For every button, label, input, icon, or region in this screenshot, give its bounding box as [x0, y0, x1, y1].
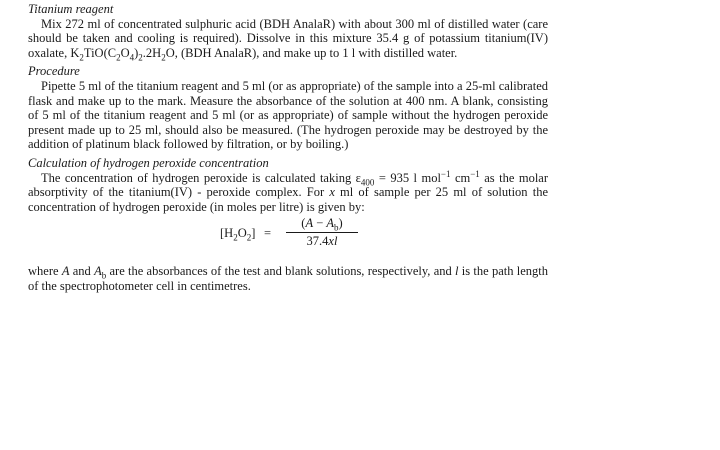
fraction-numerator: $(A - A_b)$: [301, 216, 343, 233]
paragraph-after-equation: where A and $A_b$ are the absorbances of the test and blank solutions, respectively, and l is the path length of the spectrophotometer cell in centimetres.: [28, 264, 548, 293]
equation-fraction: [280, 216, 364, 248]
paragraph-procedure: Pipette 5 ml of the titanium reagent and 5 ml (or as appropriate) of the sample into a 25-ml calibrated flask and make up to the mark. Measure the absorbance of the solution at 400 nm. A blank, consisting of 5 ml of the titanium reagent and 5 ml (or as appropriate) of sample without the hydrogen peroxide present made up to 25 ml, should also be measured. (The hydrogen peroxide may be destroyed by the addition of platinum black followed by filtration, or by boiling.): [28, 78, 548, 152]
equation-lhs: $[H_2O_2]$: [220, 226, 256, 243]
heading-procedure: Procedure: [28, 64, 80, 79]
equation-h2o2: [28, 216, 548, 260]
heading-titanium-reagent: Titanium reagent: [28, 2, 114, 16]
fraction-denominator: 37.4xl: [306, 233, 338, 248]
heading-calculation: Calculation of hydrogen peroxide concentration: [28, 155, 269, 170]
paragraph-calculation: The concentration of hydrogen peroxide is calculated taking $\varepsilon_{400} = 935$ l mol$^{-1}$ $cm^{-1}$ as the molar absorptivity of the titanium(IV) - peroxide complex. For x ml of sample per 25 ml of solution the concentration of hydrogen peroxide (in moles per litre) is given by:: [28, 168, 549, 214]
paragraph-titanium-reagent: Mix 272 ml of concentrated sulphuric acid (BDH AnalaR) with about 300 ml of distilled water (care should be taken and cooling is required). Dissolve in this mixture 35.4 g of potassium titanium(IV) oxalate, $K_2TiO(C_2O_4)_2.2H_2O$, (BDH AnalaR), and make up to 1 l with distilled water.: [28, 16, 548, 63]
document-column: [28, 2, 548, 294]
equation-equals: =: [264, 226, 272, 241]
